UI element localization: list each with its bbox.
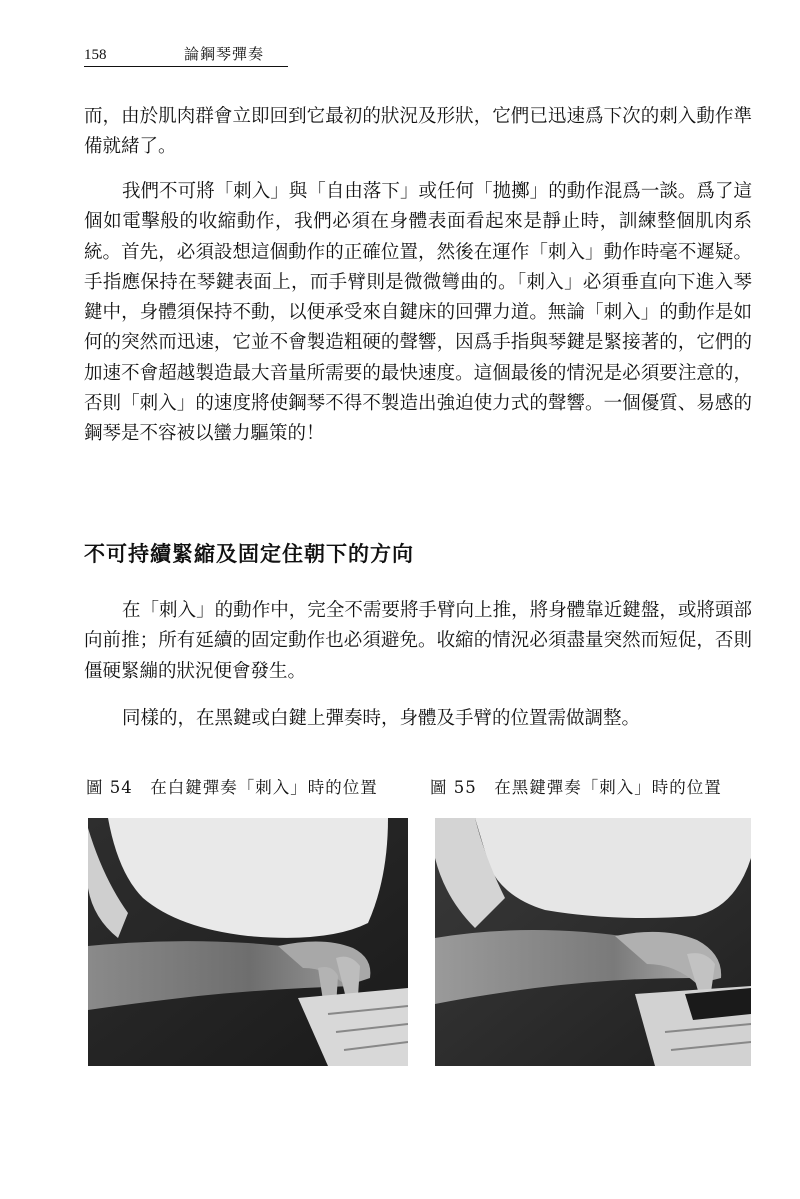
figure-55-photo (435, 818, 751, 1066)
figure-54-caption: 圖 54 在白鍵彈奏「刺入」時的位置 (86, 778, 378, 797)
running-header (84, 44, 288, 67)
section-heading: 不可持續緊縮及固定住朝下的方向 (84, 541, 414, 566)
figure-55-caption: 圖 55 在黑鍵彈奏「刺入」時的位置 (430, 778, 722, 797)
page-number: 158 (84, 47, 107, 63)
paragraph-3: 在「刺入」的動作中，完全不需要將手臂向上推，將身體靠近鍵盤，或將頭部向前推；所有延續的固定動作也必須避免。收縮的情況必須盡量突然而短促，否則僵硬緊繃的狀況便會發生。 (84, 600, 752, 682)
paragraph-2: 我們不可將「刺入」與「自由落下」或任何「拋擲」的動作混爲一談。爲了這個如電擊般的收縮動作，我們必須在身體表面看起來是靜止時，訓練整個肌肉系統。首先，必須設想這個動作的正確位置，然後在運作「刺入」動作時毫不遲疑。手指應保持在琴鍵表面上，而手臂則是微微彎曲的。「刺入」必須垂直向下進入琴鍵中，身體須保持不動，以便承受來自鍵床的回彈力道。無論「刺入」的動作是如何的突然而迅速，它並不會製造粗硬的聲響，因爲手指與琴鍵是緊接著的，它們的加速不會超越製造最大音量所需要的最快速度。這個最後的情況是必須要注意的，否則「刺入」的速度將使鋼琴不得不製造出強迫使力式的聲響。一個優質、易感的鋼琴是不容被以蠻力驅策的！ (84, 181, 752, 445)
paragraph-1: 而，由於肌肉群會立即回到它最初的狀況及形狀，它們已迅速爲下次的刺入動作準備就緒了。 (84, 106, 752, 158)
paragraph-4: 同樣的，在黑鍵或白鍵上彈奏時，身體及手臂的位置需做調整。 (122, 708, 641, 729)
figure-54-photo (88, 818, 408, 1066)
running-title: 論鋼琴彈奏 (184, 45, 265, 63)
